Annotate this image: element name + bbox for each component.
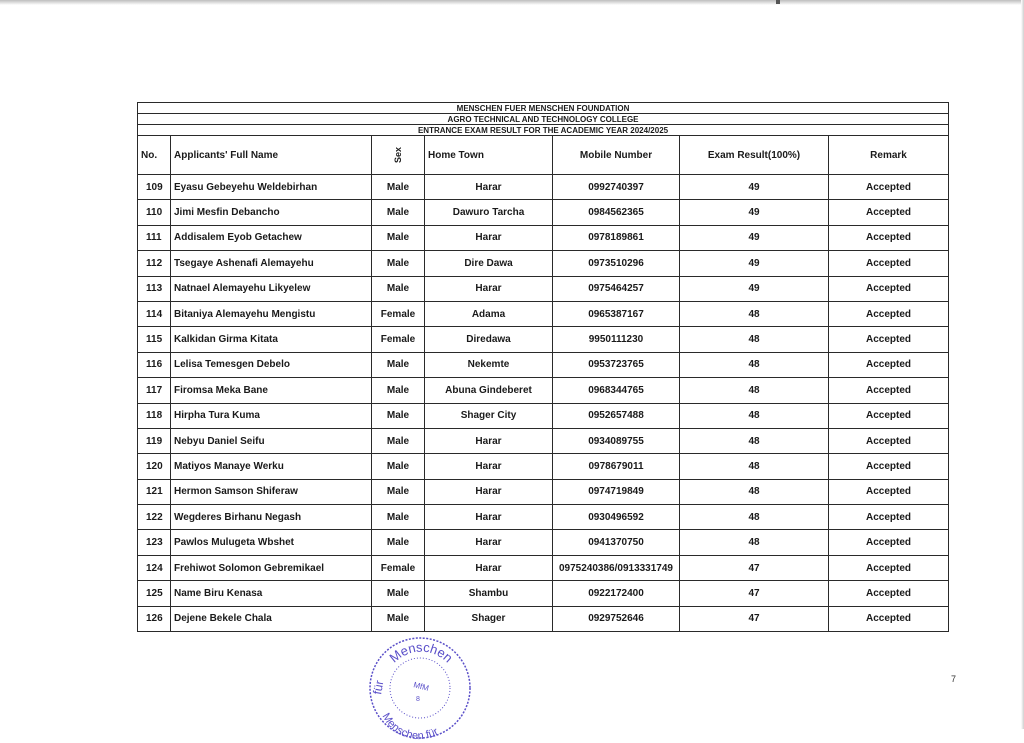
cell-mobile: 0975240386/0913331749 <box>553 555 680 580</box>
col-sex <box>372 136 425 175</box>
cell-sex: Male <box>372 581 425 606</box>
cell-town: Harar <box>425 428 553 453</box>
table-row <box>138 403 949 428</box>
cell-remark: Accepted <box>829 378 949 403</box>
cell-no: 121 <box>138 479 171 504</box>
results-table <box>137 102 949 632</box>
cell-sex: Male <box>372 200 425 225</box>
cell-result: 48 <box>680 301 829 326</box>
col-mobile: Mobile Number <box>553 136 680 175</box>
col-name: Applicants' Full Name <box>171 136 372 175</box>
cell-result: 49 <box>680 200 829 225</box>
cell-mobile: 0929752646 <box>553 606 680 631</box>
cell-mobile: 0978189861 <box>553 225 680 250</box>
cell-remark: Accepted <box>829 327 949 352</box>
cell-result: 48 <box>680 352 829 377</box>
cell-no: 116 <box>138 352 171 377</box>
table-row <box>138 479 949 504</box>
stamp-center-text: MfM <box>412 680 430 693</box>
header-row-1 <box>138 103 949 114</box>
cell-sex: Male <box>372 505 425 530</box>
column-header-row <box>138 136 949 175</box>
cell-town: Harar <box>425 175 553 200</box>
cell-name: Jimi Mesfin Debancho <box>171 200 372 225</box>
cell-result: 48 <box>680 479 829 504</box>
cell-no: 115 <box>138 327 171 352</box>
cell-mobile: 0973510296 <box>553 251 680 276</box>
cell-name: Matiyos Manaye Werku <box>171 454 372 479</box>
cell-result: 47 <box>680 581 829 606</box>
cell-sex: Male <box>372 479 425 504</box>
cell-no: 125 <box>138 581 171 606</box>
table-row <box>138 581 949 606</box>
table-row <box>138 454 949 479</box>
cell-remark: Accepted <box>829 225 949 250</box>
table-row <box>138 606 949 631</box>
cell-sex: Male <box>372 251 425 276</box>
cell-town: Harar <box>425 454 553 479</box>
table-row <box>138 175 949 200</box>
cell-no: 119 <box>138 428 171 453</box>
cell-name: Natnael Alemayehu Likyelew <box>171 276 372 301</box>
cell-town: Shager City <box>425 403 553 428</box>
cell-remark: Accepted <box>829 530 949 555</box>
cell-name: Pawlos Mulugeta Wbshet <box>171 530 372 555</box>
table-row <box>138 301 949 326</box>
cell-mobile: 0978679011 <box>553 454 680 479</box>
cell-no: 112 <box>138 251 171 276</box>
cell-sex: Male <box>372 428 425 453</box>
stamp-number: 8 <box>416 696 420 703</box>
cell-no: 113 <box>138 276 171 301</box>
cell-remark: Accepted <box>829 581 949 606</box>
table-row <box>138 327 949 352</box>
cell-result: 49 <box>680 276 829 301</box>
cell-remark: Accepted <box>829 454 949 479</box>
cell-mobile: 0992740397 <box>553 175 680 200</box>
foundation-stamp <box>365 633 475 743</box>
cell-no: 122 <box>138 505 171 530</box>
cell-sex: Male <box>372 352 425 377</box>
cell-remark: Accepted <box>829 301 949 326</box>
cell-remark: Accepted <box>829 276 949 301</box>
cell-name: Name Biru Kenasa <box>171 581 372 606</box>
cell-no: 124 <box>138 555 171 580</box>
cell-town: Dire Dawa <box>425 251 553 276</box>
cell-mobile: 0965387167 <box>553 301 680 326</box>
cell-sex: Male <box>372 225 425 250</box>
college-title: AGRO TECHNICAL AND TECHNOLOGY COLLEGE <box>138 114 949 125</box>
cell-town: Harar <box>425 479 553 504</box>
header-row-2 <box>138 114 949 125</box>
cell-result: 48 <box>680 428 829 453</box>
cell-result: 49 <box>680 251 829 276</box>
cell-mobile: 0975464257 <box>553 276 680 301</box>
cell-sex: Male <box>372 606 425 631</box>
cell-remark: Accepted <box>829 403 949 428</box>
table-row <box>138 225 949 250</box>
cell-name: Lelisa Temesgen Debelo <box>171 352 372 377</box>
header-row-3 <box>138 125 949 136</box>
cell-town: Dawuro Tarcha <box>425 200 553 225</box>
stamp-text-side: für <box>370 679 387 696</box>
cell-mobile: 0930496592 <box>553 505 680 530</box>
col-no: No. <box>138 136 171 175</box>
table-row <box>138 276 949 301</box>
cell-remark: Accepted <box>829 352 949 377</box>
cell-result: 48 <box>680 378 829 403</box>
cell-mobile: 0968344765 <box>553 378 680 403</box>
cell-town: Harar <box>425 555 553 580</box>
cell-no: 110 <box>138 200 171 225</box>
cell-sex: Male <box>372 403 425 428</box>
cell-name: Eyasu Gebeyehu Weldebirhan <box>171 175 372 200</box>
cell-name: Addisalem Eyob Getachew <box>171 225 372 250</box>
cell-name: Frehiwot Solomon Gebremikael <box>171 555 372 580</box>
exam-title: ENTRANCE EXAM RESULT FOR THE ACADEMIC YEAR 2024/2025 <box>138 125 949 136</box>
col-town: Home Town <box>425 136 553 175</box>
table-row <box>138 505 949 530</box>
cell-name: Bitaniya Alemayehu Mengistu <box>171 301 372 326</box>
scan-edge-top <box>0 0 1024 5</box>
cell-result: 48 <box>680 530 829 555</box>
cell-town: Harar <box>425 225 553 250</box>
cell-no: 117 <box>138 378 171 403</box>
cell-mobile: 0952657488 <box>553 403 680 428</box>
cell-mobile: 0974719849 <box>553 479 680 504</box>
cell-sex: Female <box>372 327 425 352</box>
cell-no: 109 <box>138 175 171 200</box>
cell-remark: Accepted <box>829 175 949 200</box>
cell-no: 126 <box>138 606 171 631</box>
cell-name: Firomsa Meka Bane <box>171 378 372 403</box>
table-row <box>138 555 949 580</box>
cell-remark: Accepted <box>829 251 949 276</box>
table-row <box>138 352 949 377</box>
cell-result: 48 <box>680 403 829 428</box>
cell-mobile: 0934089755 <box>553 428 680 453</box>
cell-result: 48 <box>680 505 829 530</box>
cell-mobile: 0953723765 <box>553 352 680 377</box>
cell-result: 47 <box>680 606 829 631</box>
cell-remark: Accepted <box>829 505 949 530</box>
cell-name: Kalkidan Girma Kitata <box>171 327 372 352</box>
cell-result: 48 <box>680 327 829 352</box>
cell-mobile: 9950111230 <box>553 327 680 352</box>
cell-sex: Female <box>372 301 425 326</box>
cell-mobile: 0984562365 <box>553 200 680 225</box>
table-row <box>138 428 949 453</box>
cell-town: Harar <box>425 276 553 301</box>
foundation-title: MENSCHEN FUER MENSCHEN FOUNDATION <box>138 103 949 114</box>
table-row <box>138 378 949 403</box>
cell-name: Wegderes Birhanu Negash <box>171 505 372 530</box>
cell-remark: Accepted <box>829 606 949 631</box>
col-remark: Remark <box>829 136 949 175</box>
cell-town: Diredawa <box>425 327 553 352</box>
cell-no: 120 <box>138 454 171 479</box>
cell-no: 114 <box>138 301 171 326</box>
cell-result: 49 <box>680 225 829 250</box>
scan-edge-mark <box>776 0 780 4</box>
stamp-text-bottom: Menschen für <box>379 711 441 743</box>
cell-town: Adama <box>425 301 553 326</box>
cell-no: 118 <box>138 403 171 428</box>
cell-sex: Female <box>372 555 425 580</box>
cell-town: Shager <box>425 606 553 631</box>
cell-town: Harar <box>425 505 553 530</box>
cell-sex: Male <box>372 530 425 555</box>
cell-name: Hermon Samson Shiferaw <box>171 479 372 504</box>
cell-sex: Male <box>372 454 425 479</box>
cell-name: Hirpha Tura Kuma <box>171 403 372 428</box>
cell-remark: Accepted <box>829 200 949 225</box>
cell-town: Harar <box>425 530 553 555</box>
cell-sex: Male <box>372 175 425 200</box>
cell-result: 49 <box>680 175 829 200</box>
cell-mobile: 0922172400 <box>553 581 680 606</box>
cell-remark: Accepted <box>829 479 949 504</box>
cell-town: Abuna Gindeberet <box>425 378 553 403</box>
cell-sex: Male <box>372 276 425 301</box>
cell-result: 48 <box>680 454 829 479</box>
stamp-text-top: Menschen <box>386 639 456 666</box>
cell-no: 123 <box>138 530 171 555</box>
table-row <box>138 251 949 276</box>
cell-no: 111 <box>138 225 171 250</box>
page-number: 7 <box>951 674 957 684</box>
cell-name: Nebyu Daniel Seifu <box>171 428 372 453</box>
cell-name: Dejene Bekele Chala <box>171 606 372 631</box>
cell-sex: Male <box>372 378 425 403</box>
table-row <box>138 530 949 555</box>
cell-result: 47 <box>680 555 829 580</box>
cell-remark: Accepted <box>829 428 949 453</box>
col-result: Exam Result(100%) <box>680 136 829 175</box>
cell-remark: Accepted <box>829 555 949 580</box>
table-row <box>138 200 949 225</box>
cell-town: Nekemte <box>425 352 553 377</box>
cell-mobile: 0941370750 <box>553 530 680 555</box>
cell-name: Tsegaye Ashenafi Alemayehu <box>171 251 372 276</box>
cell-town: Shambu <box>425 581 553 606</box>
col-sex-label: Sex <box>392 146 403 163</box>
